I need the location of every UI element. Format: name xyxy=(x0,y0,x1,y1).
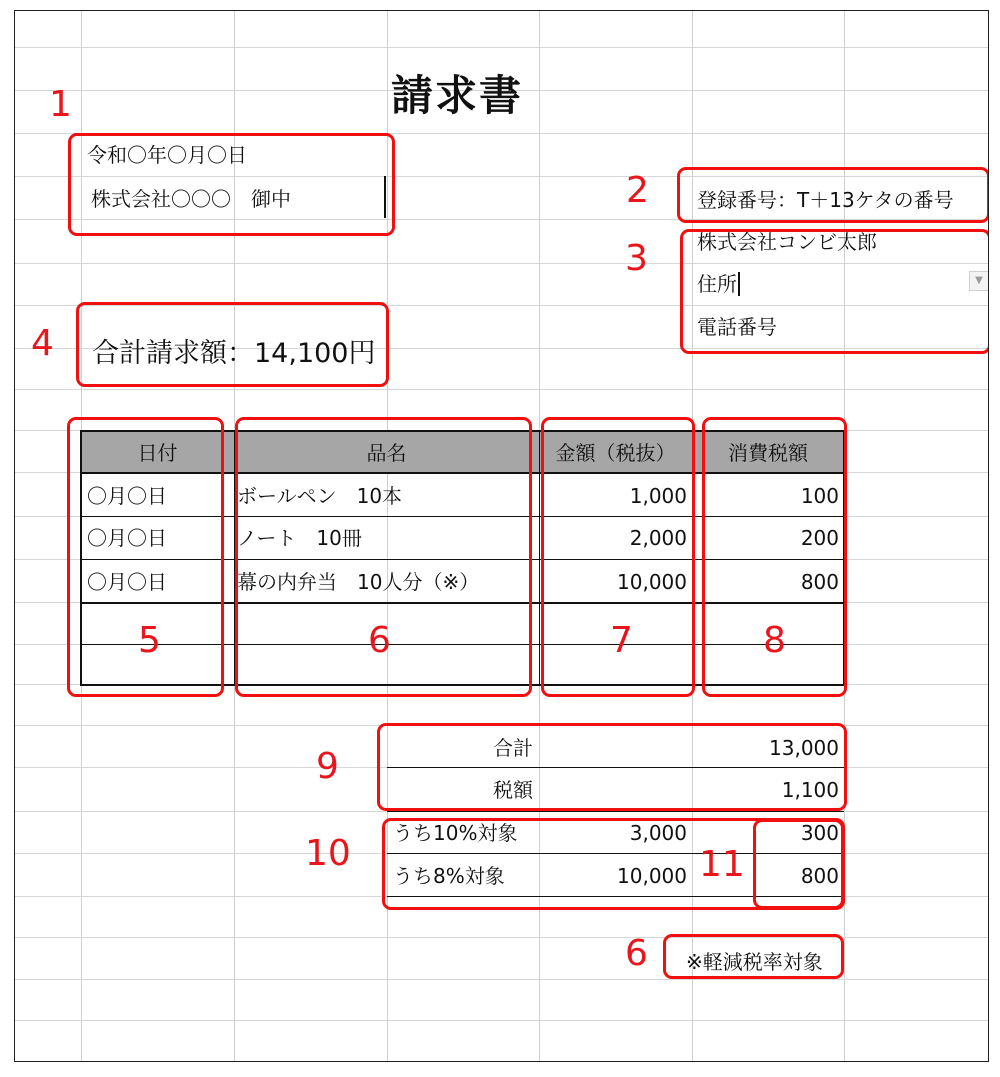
rate10-base: 3,000 xyxy=(629,821,687,845)
header-tax: 消費税額 xyxy=(728,441,808,465)
grid-row-line xyxy=(15,47,988,48)
table-cell-amount: 1,000 xyxy=(629,484,687,508)
table-border xyxy=(539,430,540,686)
annotation-box xyxy=(76,302,389,387)
total-billed-amount: 合計請求額：14,100円 xyxy=(92,338,376,369)
recipient-name: 株式会社〇〇〇 御中 xyxy=(91,187,291,211)
annotation-number: 4 xyxy=(31,323,54,364)
table-cell-tax: 800 xyxy=(800,570,839,594)
grid-row-line xyxy=(15,389,988,390)
summary-total-label: 合計 xyxy=(493,736,533,760)
table-cell-date: 〇月〇日 xyxy=(87,526,167,550)
table-cell-amount: 10,000 xyxy=(617,570,687,594)
header-amount: 金額（税抜） xyxy=(555,441,676,465)
summary-tax-value: 1,100 xyxy=(781,778,839,802)
issuer-company: 株式会社コンビ太郎 xyxy=(697,230,877,254)
registration-number: 登録番号：T＋13ケタの番号 xyxy=(697,188,954,212)
annotation-box xyxy=(377,723,847,811)
table-cell-item: 幕の内弁当 10人分（※） xyxy=(237,570,480,594)
table-cell-tax: 100 xyxy=(800,484,839,508)
table-cell-tax: 200 xyxy=(800,526,839,550)
summary-total-value: 13,000 xyxy=(769,736,839,760)
table-cell-item: ボールペン 10本 xyxy=(237,484,403,508)
annotation-box xyxy=(663,934,844,979)
annotation-number: 3 xyxy=(625,238,648,279)
annotation-box xyxy=(680,229,989,354)
annotation-number: 5 xyxy=(138,620,161,661)
annotation-box xyxy=(677,167,989,223)
rate8-label: うち8%対象 xyxy=(393,864,505,888)
summary-border xyxy=(387,811,844,812)
invoice-date: 令和〇年〇月〇日 xyxy=(87,143,247,167)
annotation-number: 6 xyxy=(368,620,391,661)
grid-row-line xyxy=(15,979,988,980)
annotation-number: 2 xyxy=(626,170,649,211)
issuer-address[interactable]: 住所 xyxy=(697,272,737,296)
rate10-tax: 300 xyxy=(800,821,839,845)
rate8-base: 10,000 xyxy=(617,864,687,888)
rate10-label: うち10%対象 xyxy=(393,821,518,845)
header-item-name: 品名 xyxy=(366,441,407,465)
reduced-rate-note: ※軽減税率対象 xyxy=(686,950,823,974)
table-cell-amount: 2,000 xyxy=(629,526,687,550)
annotation-number: 1 xyxy=(49,84,72,125)
annotation-number: 9 xyxy=(316,746,339,787)
annotation-box xyxy=(68,133,395,236)
annotation-box xyxy=(753,819,844,909)
table-cell-date: 〇月〇日 xyxy=(87,570,167,594)
summary-tax-label: 税額 xyxy=(493,778,533,802)
annotation-number: 11 xyxy=(699,844,745,885)
issuer-phone: 電話番号 xyxy=(697,315,777,339)
annotation-number: 10 xyxy=(305,833,351,874)
annotation-number: 7 xyxy=(610,620,633,661)
header-date: 日付 xyxy=(137,441,178,465)
table-cell-item: ノート 10冊 xyxy=(237,526,362,550)
grid-row-line xyxy=(15,1020,988,1021)
annotation-number: 6 xyxy=(625,933,648,974)
table-cell-date: 〇月〇日 xyxy=(87,484,167,508)
spreadsheet-sheet xyxy=(14,10,989,1062)
rate8-tax: 800 xyxy=(800,864,839,888)
dropdown-arrow-icon[interactable]: ▼ xyxy=(969,271,989,291)
page-title: 請求書 xyxy=(391,71,524,120)
annotation-number: 8 xyxy=(763,620,786,661)
